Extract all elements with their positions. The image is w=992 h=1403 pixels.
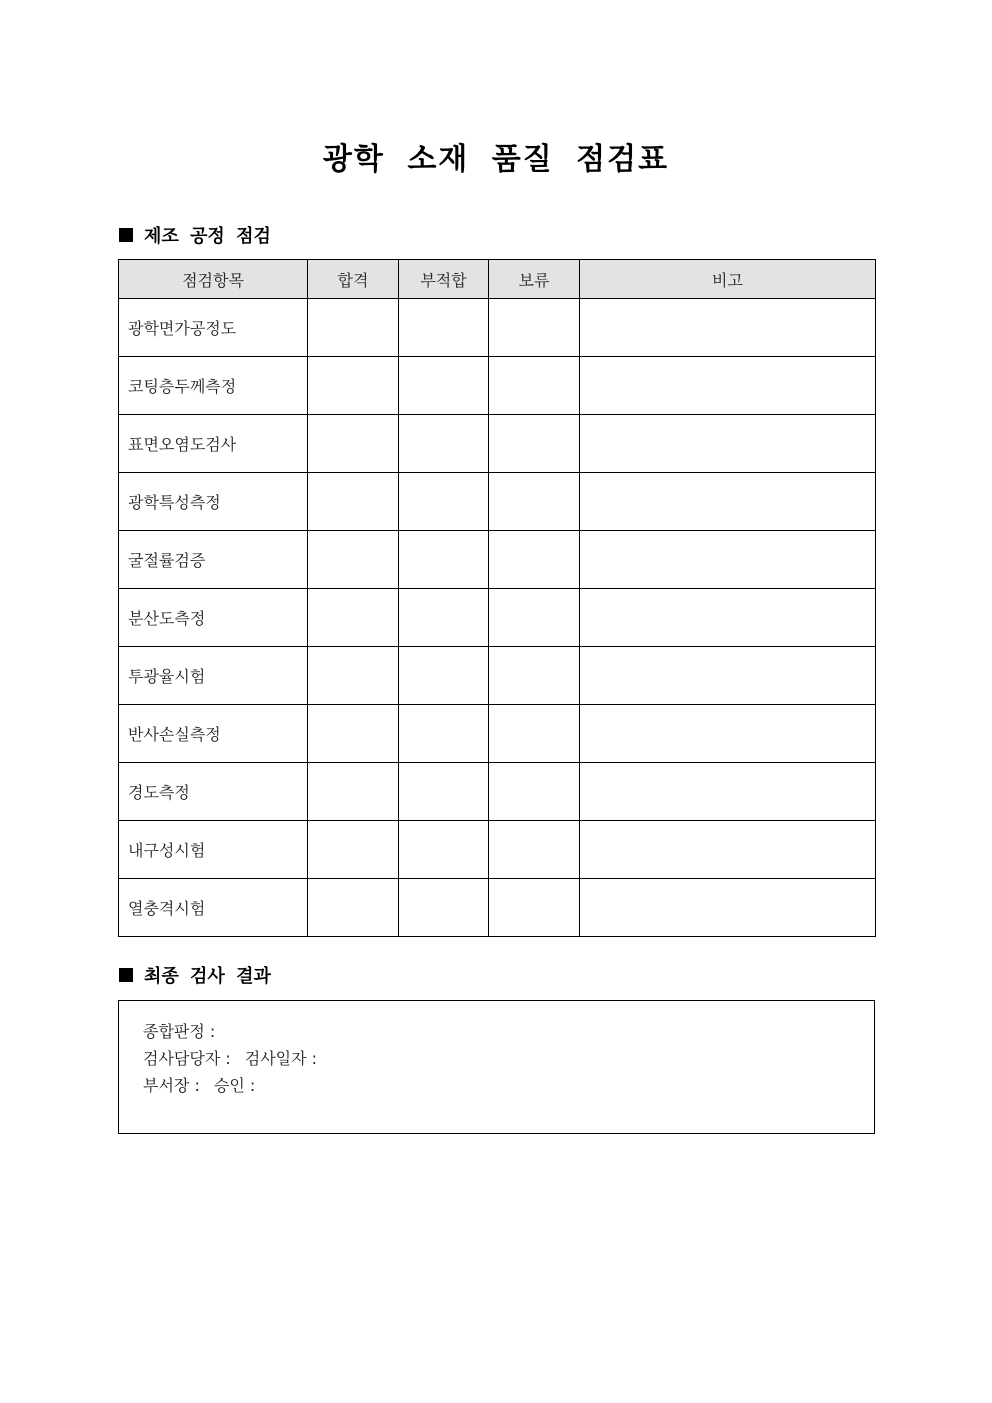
inspection-item: 경도측정: [119, 763, 308, 821]
inspection-item: 광학면가공정도: [119, 299, 308, 357]
department-head-label: 부서장 :: [143, 1076, 200, 1095]
table-row: [119, 821, 876, 879]
column-header-pass: 합격: [308, 260, 399, 299]
table-row: [119, 589, 876, 647]
note-cell[interactable]: [580, 879, 876, 937]
note-cell[interactable]: [580, 299, 876, 357]
inspection-item: 내구성시험: [119, 821, 308, 879]
inspection-table: [118, 259, 876, 937]
fail-cell[interactable]: [399, 357, 489, 415]
hold-cell[interactable]: [489, 531, 580, 589]
approval-line: [143, 1072, 317, 1099]
inspection-item: 광학특성측정: [119, 473, 308, 531]
inspection-item: 투광율시험: [119, 647, 308, 705]
note-cell[interactable]: [580, 415, 876, 473]
note-cell[interactable]: [580, 531, 876, 589]
table-row: [119, 879, 876, 937]
hold-cell[interactable]: [489, 473, 580, 531]
hold-cell[interactable]: [489, 763, 580, 821]
fail-cell[interactable]: [399, 705, 489, 763]
section-heading-text: 최종 검사 결과: [144, 966, 271, 987]
table-row: [119, 415, 876, 473]
pass-cell[interactable]: [308, 299, 399, 357]
fail-cell[interactable]: [399, 415, 489, 473]
inspection-item: 분산도측정: [119, 589, 308, 647]
pass-cell[interactable]: [308, 821, 399, 879]
approval-label: 승인 :: [213, 1076, 256, 1095]
fail-cell[interactable]: [399, 879, 489, 937]
square-bullet-icon: [119, 968, 133, 982]
pass-cell[interactable]: [308, 589, 399, 647]
hold-cell[interactable]: [489, 299, 580, 357]
column-header-item: 점검항목: [119, 260, 308, 299]
overall-judgment-label: 종합판정 :: [143, 1022, 216, 1041]
table-row: [119, 705, 876, 763]
column-header-hold: 보류: [489, 260, 580, 299]
pass-cell[interactable]: [308, 473, 399, 531]
section-heading-manufacturing: [119, 222, 271, 248]
pass-cell[interactable]: [308, 647, 399, 705]
note-cell[interactable]: [580, 589, 876, 647]
pass-cell[interactable]: [308, 879, 399, 937]
inspection-item: 표면오염도검사: [119, 415, 308, 473]
inspector-label: 검사담당자 :: [143, 1049, 231, 1068]
fail-cell[interactable]: [399, 821, 489, 879]
hold-cell[interactable]: [489, 705, 580, 763]
note-cell[interactable]: [580, 647, 876, 705]
section-heading-text: 제조 공정 점검: [144, 226, 271, 247]
hold-cell[interactable]: [489, 879, 580, 937]
table-header-row: [119, 260, 876, 299]
table-row: [119, 299, 876, 357]
note-cell[interactable]: [580, 705, 876, 763]
table-row: [119, 763, 876, 821]
pass-cell[interactable]: [308, 531, 399, 589]
note-cell[interactable]: [580, 473, 876, 531]
pass-cell[interactable]: [308, 705, 399, 763]
inspection-item: 굴절률검증: [119, 531, 308, 589]
final-result-box: [118, 1000, 875, 1134]
table-row: [119, 473, 876, 531]
inspection-date-label: 검사일자 :: [244, 1049, 318, 1068]
pass-cell[interactable]: [308, 763, 399, 821]
note-cell[interactable]: [580, 357, 876, 415]
table-row: [119, 647, 876, 705]
fail-cell[interactable]: [399, 763, 489, 821]
inspector-line: [143, 1045, 317, 1072]
hold-cell[interactable]: [489, 647, 580, 705]
pass-cell[interactable]: [308, 357, 399, 415]
hold-cell[interactable]: [489, 415, 580, 473]
square-bullet-icon: [119, 228, 133, 242]
inspection-item: 반사손실측정: [119, 705, 308, 763]
fail-cell[interactable]: [399, 647, 489, 705]
note-cell[interactable]: [580, 763, 876, 821]
note-cell[interactable]: [580, 821, 876, 879]
fail-cell[interactable]: [399, 299, 489, 357]
column-header-fail: 부적합: [399, 260, 489, 299]
pass-cell[interactable]: [308, 415, 399, 473]
fail-cell[interactable]: [399, 473, 489, 531]
table-row: [119, 357, 876, 415]
inspection-item: 열충격시험: [119, 879, 308, 937]
column-header-note: 비고: [580, 260, 876, 299]
fail-cell[interactable]: [399, 589, 489, 647]
hold-cell[interactable]: [489, 357, 580, 415]
section-heading-final-result: [119, 962, 271, 988]
document-title: 광학 소재 품질 점검표: [322, 142, 670, 177]
inspection-item: 코팅층두께측정: [119, 357, 308, 415]
hold-cell[interactable]: [489, 589, 580, 647]
fail-cell[interactable]: [399, 531, 489, 589]
table-row: [119, 531, 876, 589]
hold-cell[interactable]: [489, 821, 580, 879]
overall-judgment-line: [143, 1018, 317, 1045]
